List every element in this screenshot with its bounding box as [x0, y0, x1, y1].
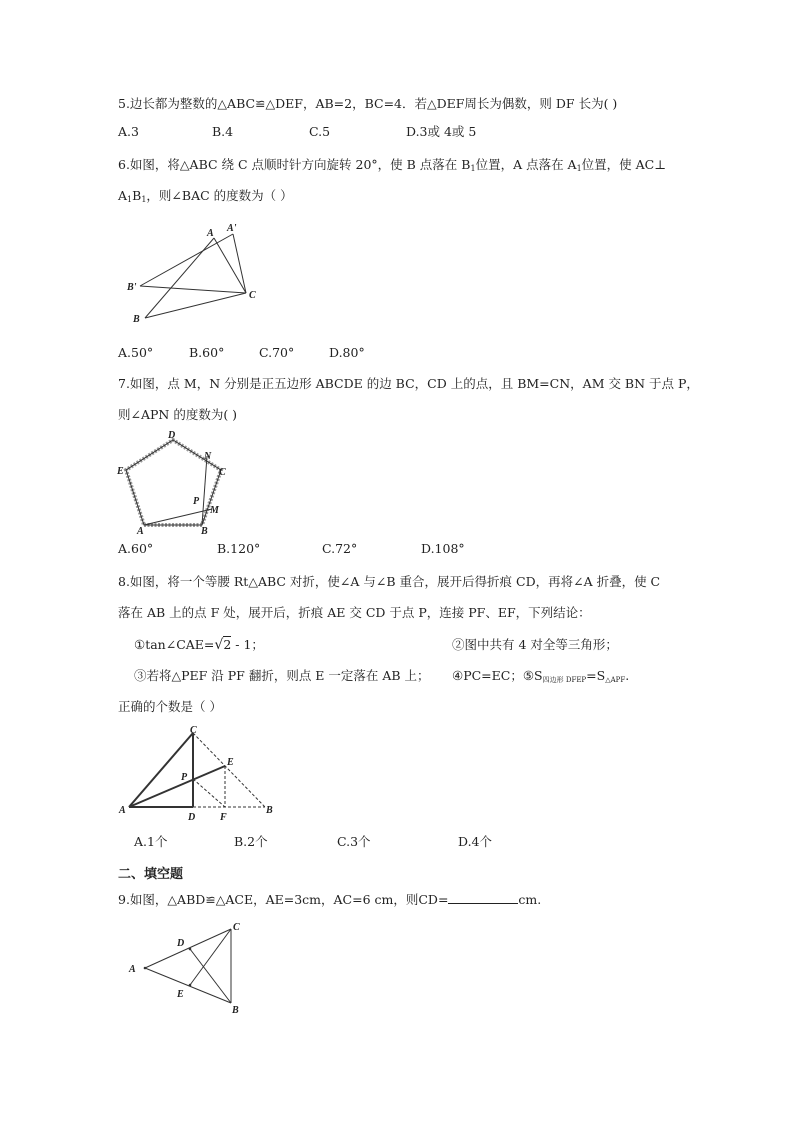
q7-label-d: D [168, 430, 176, 441]
q8-label-b: B [266, 805, 273, 816]
q7-label-b: B [201, 526, 208, 537]
q8-option-c: C.3个 [337, 834, 371, 849]
q8-text-line1: 8.如图，将一个等腰 Rt△ABC 对折，使∠A 与∠B 重合，展开后得折痕 CD，再将∠A 折叠，使 C [118, 574, 661, 589]
q8-option-a: A.1个 [134, 834, 168, 849]
q9-label-b: B [232, 1005, 239, 1016]
q6-option-a: A.50° [118, 345, 154, 360]
q8-label-f: F [220, 812, 227, 823]
q9-label-d: D [177, 938, 185, 949]
q8-conclusion-2: ②图中共有 4 对全等三角形； [452, 637, 618, 652]
q8-conclusion-3: ③若将△PEF 沿 PF 翻折，则点 E 一定落在 AB 上； [134, 668, 430, 683]
q8-conclusion-4-5: ④PC=EC；⑤S四边形 DFEP=S△APF. [452, 668, 630, 684]
q6-option-c: C.70° [259, 345, 295, 360]
q5-text: 5.边长都为整数的△ABC≌△DEF，AB=2，BC=4．若△DEF周长为偶数，则 DF 长为( ) [118, 96, 618, 111]
q8-label-e: E [227, 757, 234, 768]
q7-label-p: P [193, 496, 200, 507]
q8-label-a: A [119, 805, 126, 816]
q7-label-e: E [117, 466, 124, 477]
q7-option-a: A.60° [118, 541, 154, 556]
q6-label-b: B [133, 314, 140, 325]
q6-label-b1: B' [127, 282, 137, 293]
q9-text: 9.如图，△ABD≌△ACE，AE=3cm，AC=6 cm，则CD= cm. [118, 892, 542, 907]
q6-text-line2: $A_1B_1$，则∠BAC 的度数为（ ） [118, 188, 293, 204]
q6-label-c: C [249, 290, 256, 301]
q5-option-a: A.3 [118, 124, 139, 139]
q9-label-c: C [233, 922, 240, 933]
q7-text-line2: 则∠APN 的度数为( ) [118, 407, 238, 422]
q8-conclusion-1: ①tan∠CAE=√2 - 1； [134, 637, 264, 653]
q6-label-a: A [207, 228, 214, 239]
q8-option-d: D.4个 [458, 834, 493, 849]
q7-label-a: A [137, 526, 144, 537]
q8-text-line3: 正确的个数是（ ） [118, 699, 222, 714]
q5-option-b: B.4 [212, 124, 234, 139]
q8-label-d: D [188, 812, 196, 823]
q6-label-a1: A' [227, 223, 237, 234]
q7-text-line1: 7.如图，点 M，N 分别是正五边形 ABCDE 的边 BC，CD 上的点，且 BM=CN，AM 交 BN 于点 P， [118, 376, 699, 391]
q8-label-c: C [190, 725, 197, 736]
q7-label-c: C [219, 467, 226, 478]
q5-option-d: D.3或 4或 5 [406, 124, 477, 139]
q5-option-c: C.5 [309, 124, 331, 139]
q6-option-b: B.60° [189, 345, 225, 360]
section-title: 二、填空题 [118, 867, 184, 882]
q9-label-e: E [177, 989, 184, 1000]
q7-option-b: B.120° [217, 541, 261, 556]
q8-option-b: B.2个 [234, 834, 268, 849]
q7-label-n: N [204, 451, 212, 462]
q7-label-m: M [210, 505, 219, 516]
q8-label-p: P [181, 772, 188, 783]
q9-label-a: A [129, 964, 136, 975]
q8-text-line2: 落在 AB 上的点 F 处，展开后，折痕 AE 交 CD 于点 P，连接 PF、EF，下列结论： [118, 605, 591, 620]
q7-option-d: D.108° [421, 541, 465, 556]
q7-option-c: C.72° [322, 541, 358, 556]
q6-option-d: D.80° [329, 345, 365, 360]
q6-text-line1: 6.如图，将△ABC 绕 C 点顺时针方向旋转 20°，使 B 点落在 $B_1$位置，A 点落在 $A_1$位置，使 AC⊥ [118, 157, 666, 173]
